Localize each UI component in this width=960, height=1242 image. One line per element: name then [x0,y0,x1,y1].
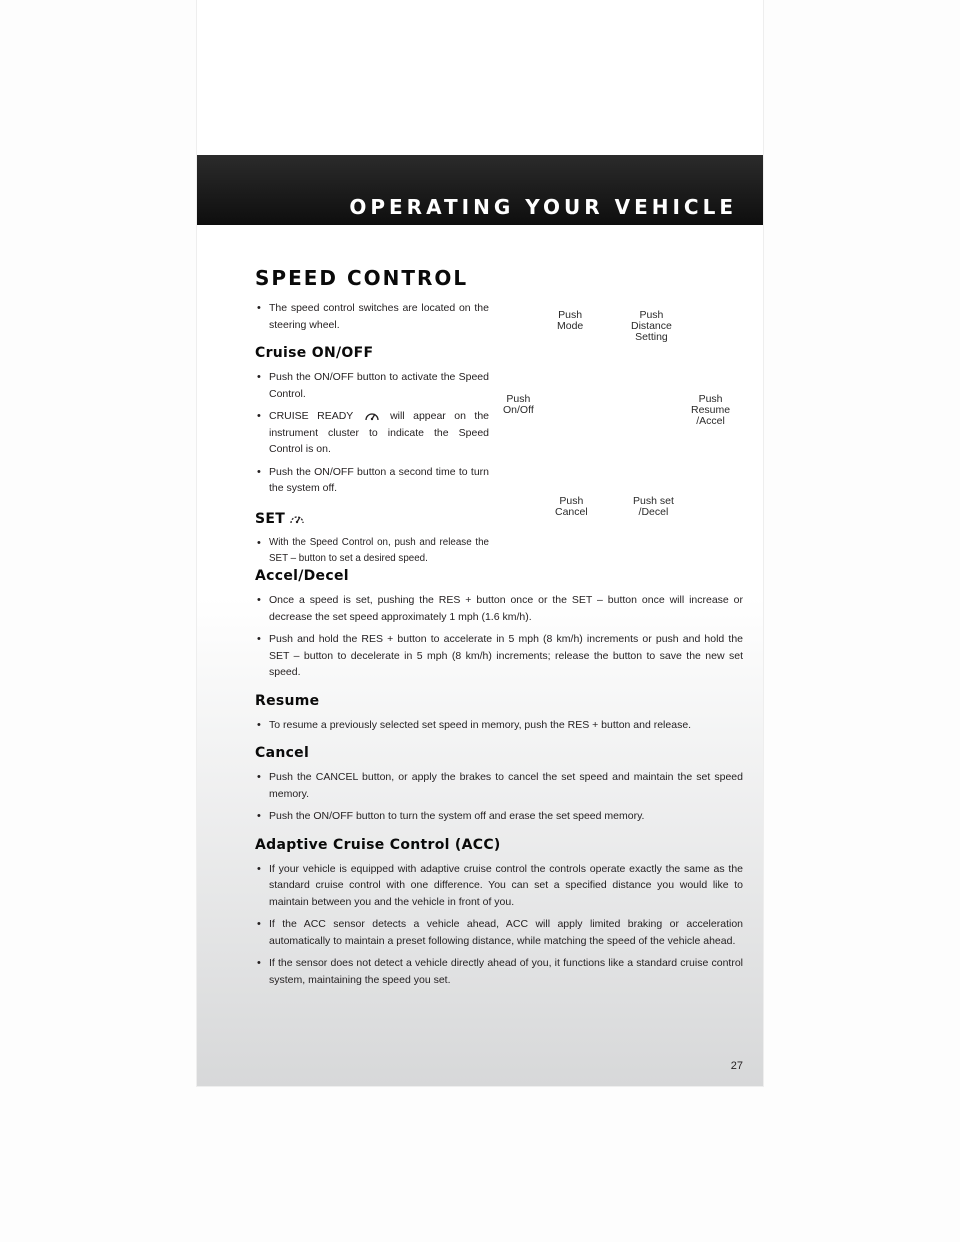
list-item: • To resume a previously selected set speed in memory, push the RES + button and release. [255,717,743,734]
intro-bullets [255,300,489,333]
list-item: • Push the CANCEL button, or apply the brakes to cancel the set speed and maintain the set speed memory. [255,769,743,802]
list-item: • Push and hold the RES + button to accelerate in 5 mph (8 km/h) increments or push and hold the SET – button to decelerate in 5 mph (8 km/h) increments; release the button to save the new set speed. [255,631,743,681]
push-cancel-label: Push Cancel [555,495,588,518]
left-column [255,266,489,574]
resume-heading: Resume [255,692,320,709]
steering-wheel-controls-diagram [503,296,743,526]
cancel-heading: Cancel [255,745,310,761]
set-heading: SET [255,510,286,527]
cruise-ready-label: CRUISE READY [269,410,354,422]
cruise-bullets [255,369,489,497]
page-number: 27 [730,1060,743,1072]
push-set-label: Push set /Decel [633,495,674,518]
acc-bullets [255,861,743,989]
list-item: • The speed control switches are located on the steering wheel. [255,300,489,333]
lower-section [255,568,743,988]
push-onoff-label: Push On/Off [503,393,534,416]
list-item: • If the ACC sensor detects a vehicle ahead, ACC will apply limited braking or acceleration automatically to maintain a preset following distance, while matching the speed of the vehicle ahead. [255,916,743,949]
cruise-set-icon [289,512,305,525]
list-item: • Push the ON/OFF button to turn the system off and erase the set speed memory. [255,808,743,825]
list-item: • Push the ON/OFF button to activate the Speed Control. [255,369,489,402]
list-item: • With the Speed Control on, push and release the SET – button to set a desired speed. [255,535,489,568]
list-item [255,408,489,458]
set-heading-row [255,511,489,527]
list-item: • If your vehicle is equipped with adaptive cruise control the controls operate exactly the same as the standard cruise control with one difference. You can set a specified distance you would like to maintain between you and the vehicle in front of you. [255,861,743,911]
list-item: • Once a speed is set, pushing the RES + button once or the SET – button once will increase or decrease the set speed approximately 1 mph (1.6 km/h). [255,592,743,625]
header-title: OPERATING YOUR VEHICLE [349,195,737,219]
set-bullets [255,535,489,568]
list-item: • If the sensor does not detect a vehicle directly ahead of you, it functions like a standard cruise control system, maintaining the speed you set. [255,955,743,988]
push-resume-label: Push Resume /Accel [691,393,731,427]
list-item: • Push the ON/OFF button a second time to turn the system off. [255,464,489,497]
header-bar [197,155,763,225]
cancel-bullets [255,769,743,825]
cruise-ready-icon [364,409,380,422]
accel-bullets [255,592,743,681]
cruise-heading: Cruise ON/OFF [255,345,374,361]
push-distance-label: Push Distance Setting [631,309,672,343]
push-mode-label: Push Mode [557,309,584,332]
page-content [255,266,743,994]
section-title: SPEED CONTROL [255,266,469,290]
cruise-ready-text: will appear on the instrument cluster to indicate the Speed Control is on. [269,410,489,455]
manual-page [197,0,763,1086]
top-two-column [255,266,743,564]
resume-bullets [255,717,743,734]
accel-heading: Accel/Decel [255,568,349,584]
acc-heading: Adaptive Cruise Control (ACC) [255,836,501,853]
